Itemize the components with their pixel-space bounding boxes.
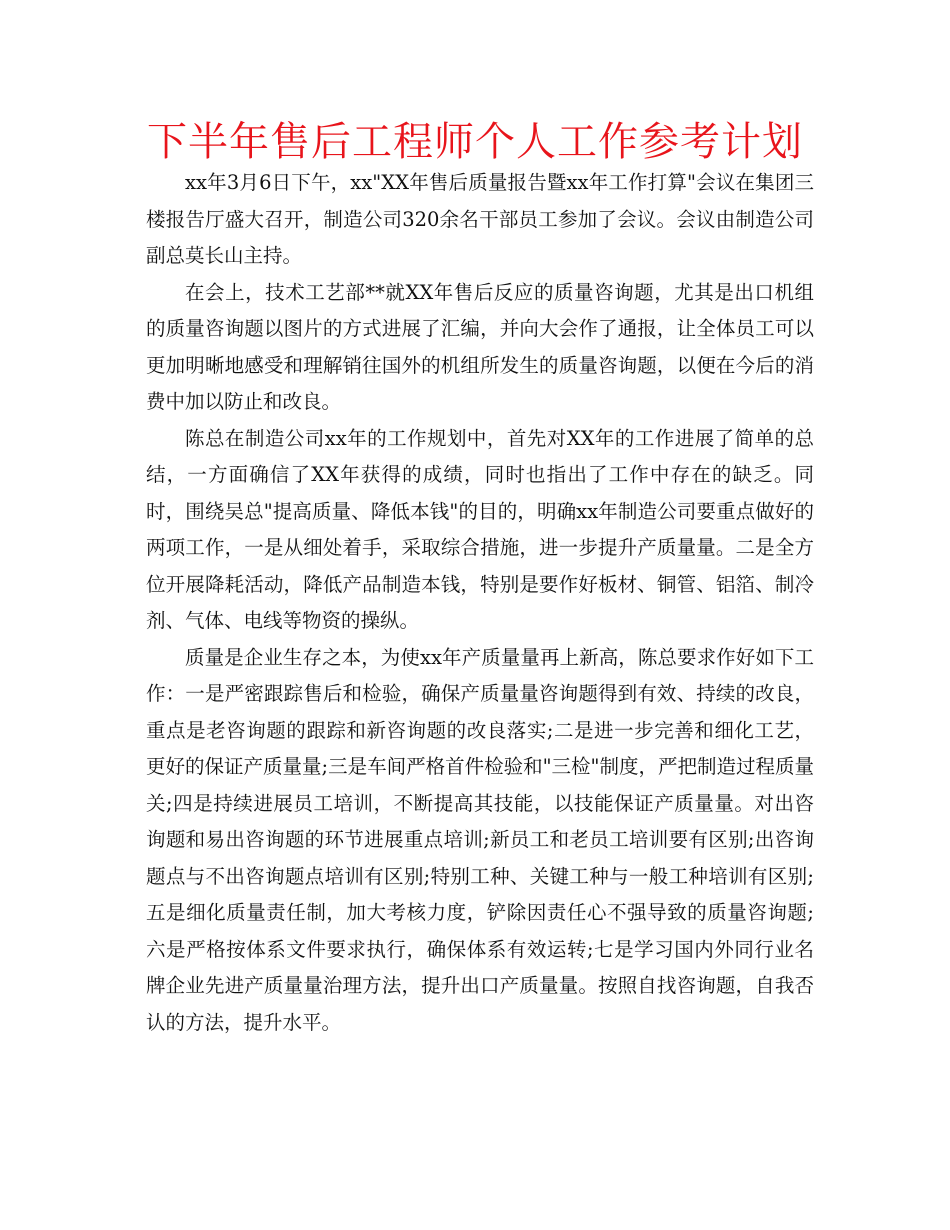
paragraph-meeting-intro: xx年3月6日下午，xx"XX年售后质量报告暨xx年工作打算"会议在集团三楼报告厅盛大召开，制造公司320余名干部员工参加了会议。会议由制造公司副总莫长山主持。 [146,171,814,267]
paragraph-quality-requirements: 质量是企业生存之本，为使xx年产质量量再上新高，陈总要求作好如下工作：一是严密跟踪售后和检验，确保产质量量咨询题得到有效、持续的改良，重点是老咨询题的跟踪和新咨询题的改良落实;二是进一步完善和细化工艺，更好的保证产质量量;三是车间严格首件检验和"三检"制度，严把制造过程质量关;四是持续进展员工培训，不断提高其技能，以技能保证产质量量。对出咨询题和易出咨询题的环节进展重点培训;新员工和老员工培训要有区别;出咨询题点与不出咨询题点培训有区别;特别工种、关键工种与一般工种培训有区别;五是细化质量责任制，加大考核力度，铲除因责任心不强导致的质量咨询题;六是严格按体系文件要求执行，确保体系有效运转;七是学习国内外同行业名牌企业先进产质量量治理方法，提升出口产质量量。按照自找咨询题，自我否认的方法，提升水平。 [146,645,815,1034]
paragraph-quality-report: 在会上，技术工艺部**就XX年售后反应的质量咨询题，尤其是出口机组的质量咨询题以图片的方式进展了汇编，并向大会作了通报，让全体员工可以更加明晰地感受和理解销往国外的机组所发生的质量咨询题，以便在今后的消费中加以防止和改良。 [146,280,814,413]
document-title: 下半年售后工程师个人工作参考计划 [147,119,803,165]
document-body [146,165,814,1041]
paragraph-work-plan: 陈总在制造公司xx年的工作规划中，首先对XX年的工作进展了简单的总结，一方面确信了XX年获得的成绩，同时也指出了工作中存在的缺乏。同时，围绕吴总"提高质量、降低本钱"的目的，明确xx年制造公司要重点做好的两项工作，一是从细处着手，采取综合措施，进一步提升产质量量。二是全方位开展降耗活动，降低产品制造本钱，特别是要作好板材、铜管、铝箔、制冷剂、气体、电线等物资的操纵。 [146,426,814,632]
